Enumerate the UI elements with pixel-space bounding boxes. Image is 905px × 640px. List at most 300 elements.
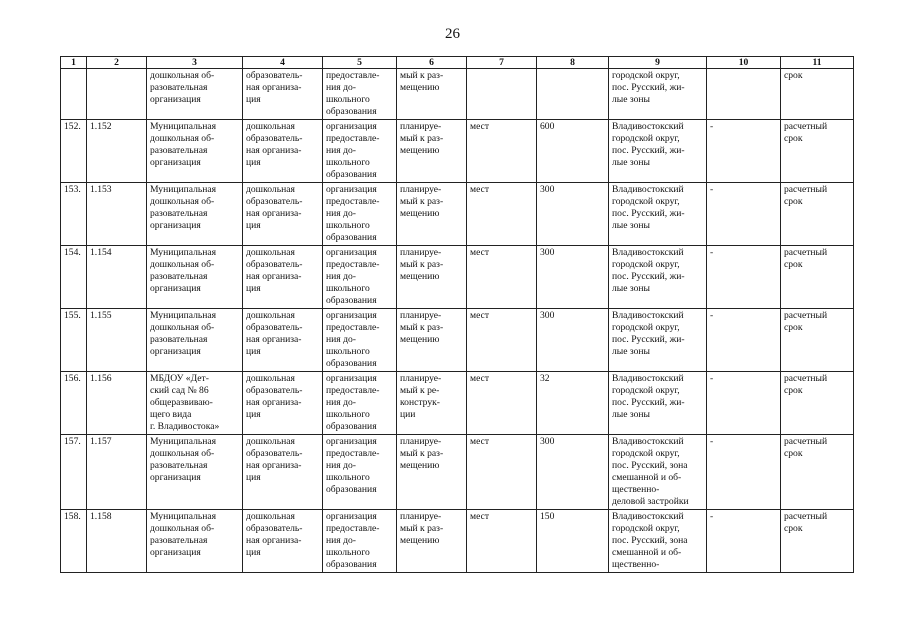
table-cell	[537, 309, 609, 372]
table-cell	[537, 183, 609, 246]
cell-text: Муниципальная	[150, 121, 217, 132]
cell-text: школьного	[326, 409, 370, 420]
cell-text: мещению	[400, 208, 440, 219]
cell-text: организация	[150, 220, 201, 231]
table-cell	[397, 246, 467, 309]
cell-text: ная организа-	[246, 145, 302, 156]
cell-text: мый к раз-	[400, 322, 444, 333]
cell-text: мещению	[400, 460, 440, 471]
table-cell	[87, 246, 147, 309]
cell-text: Владивостокский	[612, 247, 684, 258]
table-cell	[537, 510, 609, 573]
table-cell	[323, 372, 397, 435]
table-cell	[87, 435, 147, 510]
cell-text: лые зоны	[612, 346, 651, 357]
cell-text: городской округ,	[612, 448, 680, 459]
table-cell	[87, 69, 147, 120]
cell-text: предоставле-	[326, 133, 380, 144]
cell-text: МБДОУ «Дет-	[150, 373, 209, 384]
cell-text: городской округ,	[612, 523, 680, 534]
cell-text: ная организа-	[246, 82, 302, 93]
cell-text: срок	[784, 259, 803, 270]
cell-text: Владивостокский	[612, 373, 684, 384]
cell-text: щественно-	[612, 484, 660, 495]
cell-text: срок	[784, 523, 803, 534]
cell-text: мещению	[400, 145, 440, 156]
cell-text: 155.	[64, 310, 81, 321]
table-cell	[707, 246, 781, 309]
cell-text: 154.	[64, 247, 81, 258]
table-cell	[147, 309, 243, 372]
cell-text: 1.156	[90, 373, 112, 384]
cell-text: мест	[470, 121, 490, 132]
table-cell	[61, 435, 87, 510]
cell-text: мый к ре-	[400, 385, 440, 396]
table-row	[61, 246, 854, 309]
table-row	[61, 372, 854, 435]
cell-text: дошкольная об-	[150, 322, 215, 333]
cell-text: Муниципальная	[150, 310, 217, 321]
cell-text: лые зоны	[612, 409, 651, 420]
cell-text: Владивостокский	[612, 184, 684, 195]
cell-text: деловой застройки	[612, 496, 689, 507]
cell-text: 300	[540, 184, 555, 195]
cell-text: предоставле-	[326, 196, 380, 207]
cell-text: планируе-	[400, 310, 442, 321]
cell-text: мест	[470, 247, 490, 258]
cell-text: организация	[150, 94, 201, 105]
column-header: 1	[61, 57, 87, 69]
cell-text: разовательная	[150, 271, 208, 282]
table-cell	[147, 510, 243, 573]
table-cell	[537, 372, 609, 435]
cell-text: 1.158	[90, 511, 112, 522]
table-cell	[537, 246, 609, 309]
cell-text: ная организа-	[246, 535, 302, 546]
table-cell	[61, 309, 87, 372]
table-cell	[243, 435, 323, 510]
cell-text: ная организа-	[246, 334, 302, 345]
table-cell	[781, 309, 854, 372]
cell-text: организация	[326, 436, 377, 447]
cell-text: 150	[540, 511, 555, 522]
cell-text: Муниципальная	[150, 184, 217, 195]
cell-text: образователь-	[246, 385, 303, 396]
cell-text: городской округ,	[612, 259, 680, 270]
cell-text: планируе-	[400, 436, 442, 447]
cell-text: смешанной и об-	[612, 547, 682, 558]
table-cell	[781, 510, 854, 573]
cell-text: 1.155	[90, 310, 112, 321]
cell-text: ция	[246, 157, 261, 168]
cell-text: щественно-	[612, 559, 660, 570]
cell-text: мещению	[400, 82, 440, 93]
cell-text: дошкольная	[246, 247, 295, 258]
cell-text: дошкольная	[246, 184, 295, 195]
cell-text: лые зоны	[612, 283, 651, 294]
table-cell	[323, 435, 397, 510]
cell-text: 300	[540, 247, 555, 258]
table-cell	[87, 183, 147, 246]
table-cell	[609, 435, 707, 510]
header-row	[61, 57, 854, 69]
cell-text: Муниципальная	[150, 511, 217, 522]
column-header: 6	[397, 57, 467, 69]
table-cell	[781, 435, 854, 510]
table-cell	[243, 69, 323, 120]
table-cell	[707, 309, 781, 372]
column-header: 9	[609, 57, 707, 69]
table-cell	[781, 246, 854, 309]
column-header: 8	[537, 57, 609, 69]
cell-text: ция	[246, 409, 261, 420]
table-cell	[707, 435, 781, 510]
cell-text: срок	[784, 322, 803, 333]
table-cell	[707, 183, 781, 246]
table-cell	[537, 435, 609, 510]
cell-text: пос. Русский, жи-	[612, 82, 685, 93]
cell-text: -	[710, 511, 714, 522]
cell-text: дошкольная об-	[150, 523, 215, 534]
cell-text: ция	[246, 547, 261, 558]
cell-text: ния до-	[326, 82, 356, 93]
cell-text: 152.	[64, 121, 81, 132]
cell-text: общеразвиваю-	[150, 397, 213, 408]
cell-text: пос. Русский, жи-	[612, 271, 685, 282]
table-cell	[147, 435, 243, 510]
table-cell	[323, 510, 397, 573]
cell-text: расчетный	[784, 184, 828, 195]
table-cell	[397, 183, 467, 246]
cell-text: образования	[326, 484, 377, 495]
table-cell	[707, 510, 781, 573]
cell-text: ная организа-	[246, 271, 302, 282]
cell-text: организация	[150, 346, 201, 357]
cell-text: дошкольная об-	[150, 70, 215, 81]
cell-text: организация	[150, 283, 201, 294]
cell-text: предоставле-	[326, 322, 380, 333]
table-cell	[537, 120, 609, 183]
cell-text: ния до-	[326, 208, 356, 219]
cell-text: организация	[326, 247, 377, 258]
cell-text: -	[710, 436, 714, 447]
table-cell	[61, 183, 87, 246]
table-cell	[781, 183, 854, 246]
column-header: 3	[147, 57, 243, 69]
cell-text: школьного	[326, 472, 370, 483]
cell-text: школьного	[326, 283, 370, 294]
cell-text: ции	[400, 409, 416, 420]
cell-text: ная организа-	[246, 208, 302, 219]
cell-text: мест	[470, 310, 490, 321]
cell-text: мый к раз-	[400, 259, 444, 270]
table-cell	[87, 120, 147, 183]
table-cell	[147, 372, 243, 435]
table-cell	[243, 372, 323, 435]
cell-text: дошкольная об-	[150, 259, 215, 270]
cell-text: дошкольная	[246, 511, 295, 522]
cell-text: пос. Русский, зона	[612, 535, 688, 546]
cell-text: мещению	[400, 271, 440, 282]
cell-text: образователь-	[246, 448, 303, 459]
cell-text: Муниципальная	[150, 436, 217, 447]
cell-text: Муниципальная	[150, 247, 217, 258]
cell-text: образования	[326, 421, 377, 432]
cell-text: организация	[326, 184, 377, 195]
table-cell	[87, 309, 147, 372]
cell-text: городской округ,	[612, 322, 680, 333]
table-cell	[61, 372, 87, 435]
table-cell	[467, 246, 537, 309]
table-cell	[147, 120, 243, 183]
table-cell	[243, 120, 323, 183]
cell-text: городской округ,	[612, 70, 680, 81]
table-cell	[323, 120, 397, 183]
table-cell	[323, 183, 397, 246]
cell-text: 600	[540, 121, 555, 132]
cell-text: смешанной и об-	[612, 472, 682, 483]
table-cell	[707, 69, 781, 120]
cell-text: ция	[246, 346, 261, 357]
cell-text: городской округ,	[612, 133, 680, 144]
cell-text: мест	[470, 436, 490, 447]
cell-text: планируе-	[400, 121, 442, 132]
cell-text: дошкольная	[246, 310, 295, 321]
cell-text: расчетный	[784, 310, 828, 321]
cell-text: ция	[246, 94, 261, 105]
table-row	[61, 435, 854, 510]
cell-text: образования	[326, 169, 377, 180]
cell-text: 1.152	[90, 121, 112, 132]
table-row	[61, 120, 854, 183]
cell-text: -	[710, 121, 714, 132]
cell-text: образователь-	[246, 523, 303, 534]
cell-text: образования	[326, 232, 377, 243]
cell-text: мест	[470, 511, 490, 522]
cell-text: срок	[784, 385, 803, 396]
cell-text: школьного	[326, 220, 370, 231]
table-cell	[147, 69, 243, 120]
column-header: 5	[323, 57, 397, 69]
table-cell	[609, 246, 707, 309]
table-row	[61, 69, 854, 120]
cell-text: лые зоны	[612, 220, 651, 231]
cell-text: дошкольная об-	[150, 196, 215, 207]
cell-text: расчетный	[784, 373, 828, 384]
cell-text: школьного	[326, 547, 370, 558]
cell-text: организация	[326, 373, 377, 384]
cell-text: пос. Русский, жи-	[612, 145, 685, 156]
cell-text: мый к раз-	[400, 70, 444, 81]
cell-text: 158.	[64, 511, 81, 522]
table-cell	[781, 120, 854, 183]
table-cell	[467, 435, 537, 510]
cell-text: расчетный	[784, 436, 828, 447]
table-cell	[707, 120, 781, 183]
cell-text: ния до-	[326, 145, 356, 156]
cell-text: ния до-	[326, 460, 356, 471]
table-cell	[243, 246, 323, 309]
table-cell	[61, 510, 87, 573]
cell-text: предоставле-	[326, 523, 380, 534]
table-cell	[87, 510, 147, 573]
cell-text: мещению	[400, 535, 440, 546]
cell-text: -	[710, 373, 714, 384]
cell-text: организация	[326, 511, 377, 522]
table-cell	[397, 435, 467, 510]
cell-text: планируе-	[400, 373, 442, 384]
cell-text: Владивостокский	[612, 310, 684, 321]
column-header: 2	[87, 57, 147, 69]
cell-text: организация	[326, 121, 377, 132]
cell-text: срок	[784, 133, 803, 144]
cell-text: ция	[246, 472, 261, 483]
cell-text: мый к раз-	[400, 523, 444, 534]
cell-text: 1.153	[90, 184, 112, 195]
table-body	[61, 69, 854, 573]
cell-text: -	[710, 310, 714, 321]
cell-text: 1.157	[90, 436, 112, 447]
table-cell	[397, 69, 467, 120]
cell-text: предоставле-	[326, 448, 380, 459]
cell-text: мый к раз-	[400, 448, 444, 459]
table-cell	[243, 309, 323, 372]
table-cell	[397, 120, 467, 183]
cell-text: срок	[784, 196, 803, 207]
table-cell	[243, 183, 323, 246]
cell-text: ная организа-	[246, 397, 302, 408]
cell-text: Владивостокский	[612, 511, 684, 522]
table-cell	[781, 372, 854, 435]
cell-text: ния до-	[326, 535, 356, 546]
cell-text: срок	[784, 448, 803, 459]
table-cell	[609, 183, 707, 246]
cell-text: Владивостокский	[612, 121, 684, 132]
column-header: 11	[781, 57, 854, 69]
cell-text: мый к раз-	[400, 133, 444, 144]
cell-text: -	[710, 247, 714, 258]
cell-text: ния до-	[326, 397, 356, 408]
cell-text: расчетный	[784, 121, 828, 132]
cell-text: разовательная	[150, 535, 208, 546]
cell-text: школьного	[326, 157, 370, 168]
cell-text: лые зоны	[612, 157, 651, 168]
cell-text: мест	[470, 373, 490, 384]
table-row	[61, 183, 854, 246]
cell-text: дошкольная	[246, 373, 295, 384]
table-cell	[467, 183, 537, 246]
cell-text: образования	[326, 358, 377, 369]
cell-text: школьного	[326, 94, 370, 105]
table-cell	[323, 246, 397, 309]
cell-text: пос. Русский, жи-	[612, 334, 685, 345]
table-cell	[61, 246, 87, 309]
table-cell	[61, 69, 87, 120]
cell-text: пос. Русский, зона	[612, 460, 688, 471]
cell-text: Владивостокский	[612, 436, 684, 447]
cell-text: разовательная	[150, 460, 208, 471]
cell-text: образования	[326, 106, 377, 117]
cell-text: пос. Русский, жи-	[612, 397, 685, 408]
table-cell	[609, 120, 707, 183]
cell-text: дошкольная	[246, 121, 295, 132]
cell-text: ция	[246, 220, 261, 231]
table-cell	[147, 246, 243, 309]
cell-text: ский сад № 86	[150, 385, 209, 396]
cell-text: образователь-	[246, 133, 303, 144]
cell-text: мещению	[400, 334, 440, 345]
table-cell	[707, 372, 781, 435]
page-number: 26	[445, 26, 460, 42]
cell-text: расчетный	[784, 247, 828, 258]
table-cell	[467, 510, 537, 573]
cell-text: конструк-	[400, 397, 440, 408]
cell-text: планируе-	[400, 247, 442, 258]
table-cell	[467, 69, 537, 120]
cell-text: организация	[326, 310, 377, 321]
cell-text: 1.154	[90, 247, 112, 258]
cell-text: организация	[150, 157, 201, 168]
cell-text: организация	[150, 472, 201, 483]
cell-text: разовательная	[150, 334, 208, 345]
cell-text: разовательная	[150, 145, 208, 156]
cell-text: разовательная	[150, 82, 208, 93]
cell-text: 300	[540, 310, 555, 321]
table-cell	[609, 69, 707, 120]
cell-text: 32	[540, 373, 550, 384]
cell-text: 156.	[64, 373, 81, 384]
table-cell	[467, 120, 537, 183]
cell-text: организация	[150, 547, 201, 558]
cell-text: лые зоны	[612, 94, 651, 105]
table-cell	[467, 372, 537, 435]
cell-text: образователь-	[246, 196, 303, 207]
cell-text: предоставле-	[326, 385, 380, 396]
table-cell	[147, 183, 243, 246]
cell-text: школьного	[326, 346, 370, 357]
cell-text: 157.	[64, 436, 81, 447]
table-cell	[467, 309, 537, 372]
table-cell	[61, 120, 87, 183]
cell-text: щего вида	[150, 409, 192, 420]
cell-text: пос. Русский, жи-	[612, 208, 685, 219]
cell-text: образования	[326, 559, 377, 570]
cell-text: дошкольная	[246, 436, 295, 447]
cell-text: ная организа-	[246, 460, 302, 471]
cell-text: ния до-	[326, 334, 356, 345]
table-cell	[609, 510, 707, 573]
cell-text: ция	[246, 283, 261, 294]
table-row	[61, 309, 854, 372]
column-header: 7	[467, 57, 537, 69]
cell-text: ния до-	[326, 271, 356, 282]
cell-text: 153.	[64, 184, 81, 195]
table-cell	[323, 309, 397, 372]
table-cell	[397, 309, 467, 372]
table-cell	[397, 510, 467, 573]
cell-text: городской округ,	[612, 196, 680, 207]
cell-text: предоставле-	[326, 259, 380, 270]
cell-text: планируе-	[400, 511, 442, 522]
cell-text: дошкольная об-	[150, 133, 215, 144]
cell-text: предоставле-	[326, 70, 380, 81]
cell-text: г. Владивостока»	[150, 421, 220, 432]
table-cell	[323, 69, 397, 120]
cell-text: образования	[326, 295, 377, 306]
cell-text: планируе-	[400, 184, 442, 195]
cell-text: расчетный	[784, 511, 828, 522]
table-cell	[397, 372, 467, 435]
